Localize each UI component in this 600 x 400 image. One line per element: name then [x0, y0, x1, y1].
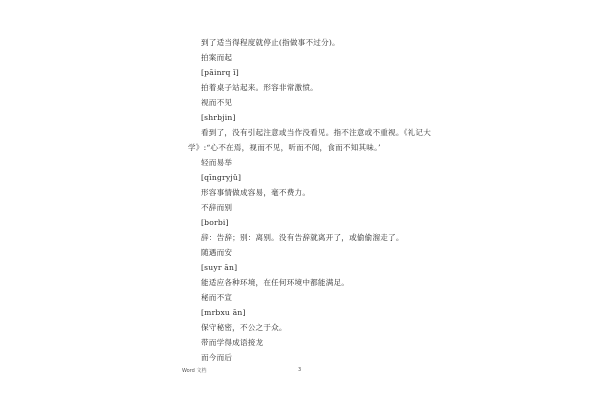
idiom-heading: 随遇而安: [201, 248, 233, 257]
pinyin-line: [qīngryjǔ]: [201, 173, 242, 182]
definition-line: 拍着桌子站起来。形容非常激愤。: [201, 83, 318, 92]
idiom-heading: 而今而后: [201, 353, 233, 362]
definition-line: 看到了，没有引起注意或当作没看见。指不注意或不重视。《礼记大: [201, 128, 432, 137]
pinyin-line: [suyr ān]: [201, 263, 238, 272]
text-line: 到了适当得程度就停止(指做事不过分)。: [201, 38, 340, 47]
definition-line: 保守秘密，不公之于众。: [201, 323, 287, 332]
definition-line: 辞：告辞；别：离别。没有告辞就离开了，或偷偷溜走了。: [201, 233, 404, 242]
pinyin-line: [shrbjin]: [201, 113, 236, 122]
definition-continuation: 学》:“心不在焉，视而不见，听而不闻，食而不知其味。’: [188, 143, 381, 152]
idiom-heading: 视而不见: [201, 98, 233, 107]
definition-line: 带而学得成语接龙: [201, 338, 264, 347]
page-number: 3: [298, 367, 302, 373]
pinyin-line: [mrbxu ān]: [201, 308, 246, 317]
definition-line: 形容事情做成容易，毫不费力。: [201, 188, 311, 197]
idiom-heading: 秘而不宣: [201, 293, 233, 302]
pinyin-line: [borbi]: [201, 218, 229, 227]
definition-line: 能适应各种环境，在任何环境中都能满足。: [201, 278, 350, 287]
pinyin-line: [pāinrq ǐ]: [201, 68, 239, 77]
idiom-heading: 不辞而别: [201, 203, 233, 212]
footer-label: Word 文档: [182, 368, 207, 374]
idiom-heading: 拍案而起: [201, 53, 233, 62]
idiom-heading: 轻而易举: [201, 158, 233, 167]
